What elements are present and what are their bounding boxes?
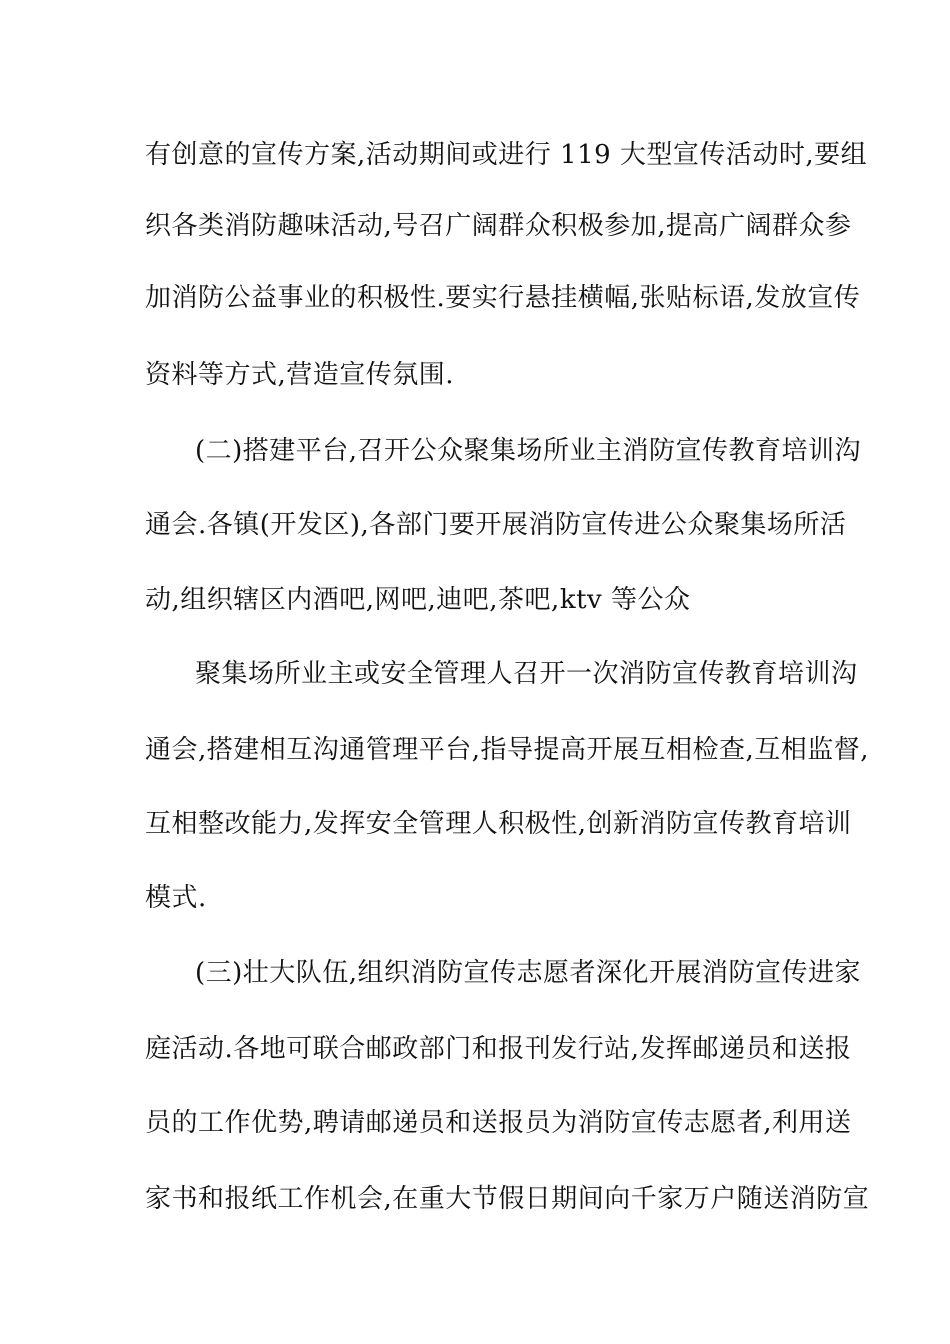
text-line: 资料等方式,营造宣传氛围. [145,360,455,390]
paragraph-start-line: 聚集场所业主或安全管理人召开一次消防宣传教育培训沟 [195,659,858,689]
text-line: 通会,搭建相互沟通管理平台,指导提高开展互相检查,互相监督, [145,735,870,765]
paragraph-start-line: (二)搭建平台,召开公众聚集场所业主消防宣传教育培训沟 [195,436,862,466]
text-line: 有创意的宣传方案,活动期间或进行 119 大型宣传活动时,要组 [145,140,868,170]
text-line: 动,组织辖区内酒吧,网吧,迪吧,茶吧,ktv 等公众 [145,585,691,615]
text-line: 家书和报纸工作机会,在重大节假日期间向千家万户随送消防宣 [145,1184,870,1214]
text-line: 通会.各镇(开发区),各部门要开展消防宣传进公众聚集场所活 [145,510,847,540]
text-line: 织各类消防趣味活动,号召广阔群众积极参加,提高广阔群众参 [145,211,852,241]
text-line: 互相整改能力,发挥安全管理人积极性,创新消防宣传教育培训 [145,809,852,839]
text-line: 庭活动.各地可联合邮政部门和报刊发行站,发挥邮递员和送报 [145,1034,852,1064]
text-line: 员的工作优势,聘请邮递员和送报员为消防宣传志愿者,利用送 [145,1108,852,1138]
text-line: 加消防公益事业的积极性.要实行悬挂横幅,张贴标语,发放宣传 [145,283,861,313]
text-line: 模式. [145,883,207,913]
paragraph-start-line: (三)壮大队伍,组织消防宣传志愿者深化开展消防宣传进家 [195,958,862,988]
